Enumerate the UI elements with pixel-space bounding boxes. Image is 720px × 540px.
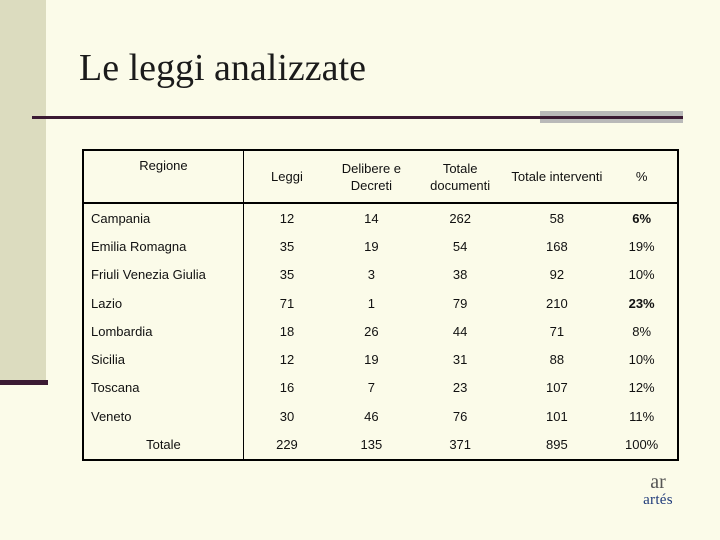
cell-documenti: 76 bbox=[452, 408, 468, 424]
cell-documenti: 38 bbox=[452, 267, 468, 283]
cell-percent: 12% bbox=[606, 374, 678, 402]
cell-leggi: 12 bbox=[243, 203, 330, 232]
table-body bbox=[83, 203, 678, 460]
cell-regione: Emilia Romagna bbox=[83, 232, 243, 260]
cell-leggi: 18 bbox=[243, 317, 330, 345]
cell-leggi: 30 bbox=[243, 402, 330, 430]
header-regione: Regione bbox=[83, 150, 243, 203]
cell-leggi: 35 bbox=[243, 261, 330, 289]
total-delibere: 135 bbox=[330, 430, 413, 459]
cell-regione: Veneto bbox=[83, 402, 243, 430]
cell-regione: Friuli Venezia Giulia bbox=[83, 261, 243, 289]
cell-delibere: 14 bbox=[364, 210, 379, 226]
cell-interventi: 101 bbox=[546, 408, 568, 424]
cell-documenti: 262 bbox=[449, 210, 472, 226]
cell-interventi: 107 bbox=[546, 380, 568, 396]
total-label: Totale bbox=[83, 430, 243, 459]
cell-regione: Toscana bbox=[83, 374, 243, 402]
cell-regione: Campania bbox=[83, 203, 243, 232]
cell-leggi: 35 bbox=[243, 232, 330, 260]
total-percent: 100% bbox=[606, 430, 678, 459]
title-underline-accent bbox=[540, 111, 683, 123]
table-row bbox=[83, 232, 678, 260]
header-percent: % bbox=[606, 150, 678, 203]
cell-percent: 10% bbox=[606, 345, 678, 373]
cell-interventi: 92 bbox=[549, 267, 565, 283]
cell-percent: 19% bbox=[606, 232, 678, 260]
cell-delibere: 1 bbox=[367, 295, 376, 311]
cell-interventi: 168 bbox=[546, 238, 568, 254]
cell-percent: 6% bbox=[606, 203, 678, 232]
cell-delibere: 19 bbox=[364, 352, 379, 368]
cell-documenti: 44 bbox=[452, 323, 468, 339]
header-interventi: Totale interventi bbox=[508, 150, 607, 203]
side-decor-base-line bbox=[0, 380, 48, 385]
table-row bbox=[83, 402, 678, 430]
cell-delibere: 26 bbox=[364, 323, 379, 339]
cell-delibere: 3 bbox=[367, 267, 376, 283]
header-delibere: Delibere e Decreti bbox=[330, 150, 413, 203]
artes-logo bbox=[634, 472, 682, 512]
cell-documenti: 31 bbox=[452, 352, 468, 368]
table-row bbox=[83, 317, 678, 345]
logo-mark: ar bbox=[650, 471, 666, 493]
table-row bbox=[83, 261, 678, 289]
table-row bbox=[83, 345, 678, 373]
side-decor-band bbox=[0, 0, 46, 383]
cell-percent: 23% bbox=[606, 289, 678, 317]
cell-delibere: 46 bbox=[364, 408, 379, 424]
logo-wordmark: artés bbox=[643, 492, 673, 508]
table-row bbox=[83, 203, 678, 232]
cell-percent: 8% bbox=[606, 317, 678, 345]
cell-regione: Lombardia bbox=[83, 317, 243, 345]
slide-title: Le leggi analizzate bbox=[79, 47, 366, 89]
cell-percent: 10% bbox=[606, 261, 678, 289]
total-documenti: 371 bbox=[413, 430, 508, 459]
header-documenti: Totale documenti bbox=[413, 150, 508, 203]
header-leggi: Leggi bbox=[243, 150, 330, 203]
total-leggi: 229 bbox=[243, 430, 330, 459]
cell-interventi: 58 bbox=[549, 210, 565, 226]
cell-delibere: 19 bbox=[364, 238, 379, 254]
cell-documenti: 54 bbox=[452, 238, 468, 254]
cell-leggi: 12 bbox=[243, 345, 330, 373]
title-underline bbox=[32, 116, 542, 119]
cell-delibere: 7 bbox=[367, 380, 376, 396]
cell-documenti: 23 bbox=[452, 380, 468, 396]
laws-table bbox=[82, 149, 679, 461]
table-total-row bbox=[83, 430, 678, 459]
cell-leggi: 16 bbox=[243, 374, 330, 402]
cell-interventi: 210 bbox=[546, 295, 568, 311]
table-header-row bbox=[83, 150, 678, 203]
table-row bbox=[83, 289, 678, 317]
cell-regione: Sicilia bbox=[83, 345, 243, 373]
cell-documenti: 79 bbox=[452, 295, 468, 311]
cell-percent: 11% bbox=[606, 402, 678, 430]
cell-leggi: 71 bbox=[243, 289, 330, 317]
table-row bbox=[83, 374, 678, 402]
cell-interventi: 71 bbox=[549, 323, 565, 339]
total-interventi: 895 bbox=[508, 430, 607, 459]
cell-regione: Lazio bbox=[83, 289, 243, 317]
cell-interventi: 88 bbox=[549, 352, 565, 368]
